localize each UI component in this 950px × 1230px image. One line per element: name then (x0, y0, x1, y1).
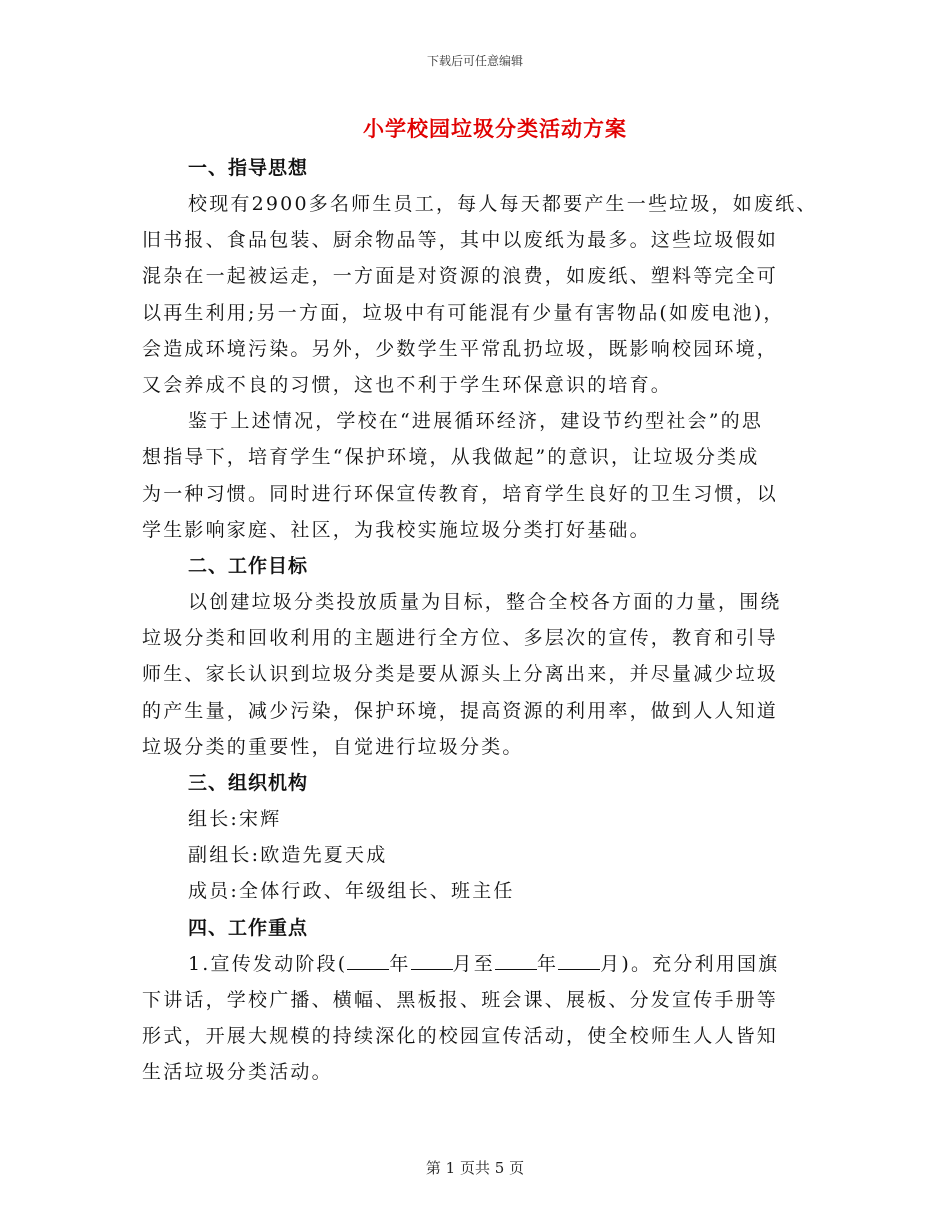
org-list (142, 801, 832, 910)
paragraph-4 (142, 946, 832, 1091)
item-1-first-line (142, 946, 832, 982)
text-line: 的产生量，减少污染，保护环境，提高资源的利用率，做到人人知道 (142, 699, 779, 722)
text-line: 以创建垃圾分类投放质量为目标，整合全校各方面的力量，围绕 (188, 591, 782, 614)
org-vice-leader: 副组长:欧造先夏天成 (188, 844, 388, 867)
month-label: 月)。充分利用国旗 (600, 952, 780, 975)
year-label: 年 (536, 952, 559, 975)
page-footer: 第 1 页共 5 页 (425, 1159, 525, 1177)
document-title: 小学校园垃圾分类活动方案 (363, 116, 627, 141)
text-line: 校现有2900多名师生员工，每人每天都要产生一些垃圾，如废纸、 (188, 193, 818, 215)
year-label: 年 (389, 952, 411, 975)
text-line: 师生、家长认识到垃圾分类是要从源头上分离出来，并尽量减少垃圾 (142, 663, 779, 686)
paragraph-2 (142, 403, 832, 548)
text-line: 为一种习惯。同时进行环保宣传教育，培育学生良好的卫生习惯，以 (142, 482, 779, 505)
blank-field (411, 953, 453, 970)
blank-field (347, 953, 389, 970)
text-line: 生活垃圾分类活动。 (142, 1061, 333, 1084)
paragraph-1 (142, 186, 832, 403)
org-leader: 组长:宋辉 (188, 808, 282, 831)
paragraph-3 (142, 584, 832, 765)
text-line: 想指导下，培育学生“保护环境，从我做起”的意识，让垃圾分类成 (142, 446, 760, 469)
blank-field (495, 953, 537, 970)
text-line: 混杂在一起被运走，一方面是对资源的浪费，如废纸、塑料等完全可 (142, 265, 779, 288)
section-heading-4: 四、工作重点 (188, 916, 309, 939)
text-line: 会造成环境污染。另外，少数学生平常乱扔垃圾，既影响校园环境， (142, 337, 779, 360)
text-line: 垃圾分类和回收利用的主题进行全方位、多层次的宣传，教育和引导 (142, 627, 779, 650)
month-label: 月至 (452, 952, 495, 975)
text-line: 又会养成不良的习惯，这也不利于学生环保意识的培育。 (142, 374, 673, 397)
text-line: 学生影响家庭、社区，为我校实施垃圾分类打好基础。 (142, 518, 651, 541)
text-line: 形式，开展大规模的持续深化的校园宣传活动，使全校师生人人皆知 (142, 1025, 779, 1048)
org-members: 成员:全体行政、年级组长、班主任 (188, 880, 515, 903)
page-header: 下载后可任意编辑 (426, 54, 523, 68)
text-line: 鉴于上述情况，学校在“进展循环经济，建设节约型社会”的思 (188, 410, 764, 433)
section-heading-1: 一、指导思想 (188, 157, 309, 179)
text-line: 下讲话，学校广播、横幅、黑板报、班会课、展板、分发宣传手册等 (142, 988, 779, 1011)
item-1-prefix: 1.宣传发动阶段( (188, 952, 348, 975)
section-heading-3: 三、组织机构 (188, 772, 309, 795)
text-line: 旧书报、食品包装、厨余物品等，其中以废纸为最多。这些垃圾假如 (142, 229, 779, 252)
document-body (142, 150, 832, 1090)
text-line: 垃圾分类的重要性，自觉进行垃圾分类。 (142, 735, 524, 758)
section-heading-2: 二、工作目标 (188, 555, 309, 578)
blank-field (558, 953, 600, 970)
text-line: 以再生利用;另一方面，垃圾中有可能混有少量有害物品(如废电池)， (142, 301, 785, 324)
